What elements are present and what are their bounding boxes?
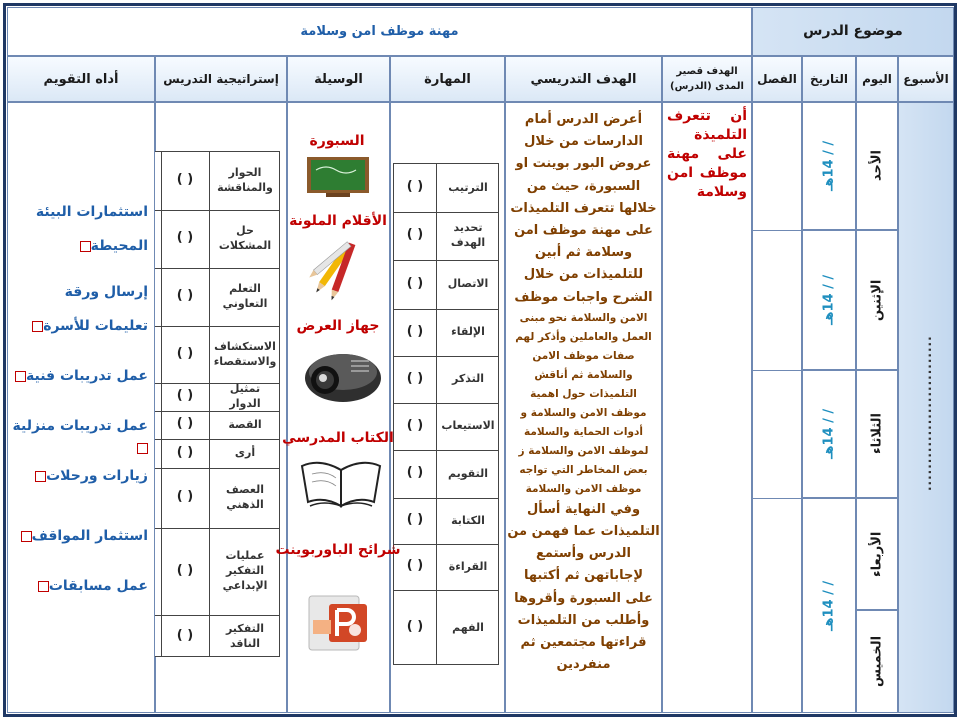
strategy-checkbox-8[interactable]: ( ) (176, 562, 194, 578)
date-cell-1 (802, 230, 856, 370)
teaching-goal-line: الدرس وأستمع (535, 546, 632, 562)
day-label-3: الأربعاء (869, 531, 885, 577)
skill-label-8: القراءة (448, 559, 488, 573)
evaluation-checkbox-0[interactable] (80, 241, 91, 252)
strategy-checkbox-9[interactable]: ( ) (176, 627, 194, 643)
col-evaluation-header: أداه التقويم (7, 56, 155, 102)
teaching-goal-line: السبورة، حيث من (526, 178, 641, 194)
evaluation-checkbox-2[interactable] (15, 371, 26, 382)
skill-label-7: الكتابة (451, 513, 485, 527)
skill-label-9: الفهم (452, 620, 484, 634)
skill-label-4: التذكر (452, 372, 484, 386)
day-cell-1 (856, 230, 898, 370)
skill-checkbox-9[interactable]: ( ) (406, 619, 424, 634)
date-label-3: / / 14هـ (821, 580, 837, 631)
col-short-goal-header: الهدف قصير المدى (الدرس) (662, 56, 752, 102)
skill-checkbox-7[interactable]: ( ) (406, 512, 424, 527)
teaching-goal-line: وفي النهاية أسأل (526, 501, 641, 517)
tool-label-4: شرائح الباوربوينت (275, 542, 401, 558)
skill-checkbox-0[interactable]: ( ) (406, 179, 424, 194)
teaching-goal-line: التلميذات عما فهمن من (507, 524, 660, 540)
skill-label-6: التقويم (448, 466, 488, 480)
teaching-goal-line: أعرض الدرس أمام (524, 112, 643, 127)
teaching-goal-line: وأطلب من التلميذات (517, 612, 650, 628)
strategy-label-1: حل المشكلات (218, 224, 272, 252)
teaching-goal-line: وسلامة ثم أبين (534, 245, 633, 261)
skill-checkbox-5[interactable]: ( ) (406, 417, 424, 433)
skill-checkbox-1[interactable]: ( ) (406, 227, 424, 242)
teaching-goal-line: التلميذات حول اهمية (530, 387, 637, 400)
evaluation-item-0[interactable] (10, 195, 148, 263)
evaluation-item-6[interactable] (10, 575, 148, 597)
strategy-checkbox-0[interactable]: ( ) (176, 172, 194, 187)
strategy-checkbox-3[interactable]: ( ) (176, 345, 194, 361)
strategy-cell (155, 102, 287, 713)
day-cell-0 (856, 102, 898, 230)
col-date-header: التاريخ (802, 56, 856, 102)
col-strategy-header: إستراتيجية التدريس (155, 56, 287, 102)
evaluation-item-2[interactable] (10, 365, 148, 387)
skill-label-5: الاستيعاب (441, 419, 495, 433)
strategy-checkbox-2[interactable]: ( ) (176, 288, 194, 303)
topic-label-cell (752, 7, 954, 56)
date-cell-3 (802, 498, 856, 713)
evaluation-checkbox-3[interactable] (137, 443, 148, 454)
tool-label-1: الأقلام الملونة (289, 213, 387, 229)
skill-checkbox-4[interactable]: ( ) (406, 370, 424, 386)
skills-grid (393, 163, 499, 665)
evaluation-cell (7, 102, 155, 713)
date-cell-0 (802, 102, 856, 230)
col-class-header: الفصل (752, 56, 802, 102)
topic-value-cell (7, 7, 752, 56)
teaching-goal-line: لإجاباتهن ثم أكتبها (523, 568, 644, 584)
strategy-label-7: العصف الذهني (225, 483, 265, 511)
col-week-header: الأسبوع (898, 56, 954, 102)
colored-pencils-icon (306, 238, 366, 306)
teaching-goal-line: لموظف الامن والسلامة ز (518, 444, 649, 457)
day-cell-2 (856, 370, 898, 498)
projector-icon (299, 338, 383, 408)
topic-label: موضوع الدرس (803, 23, 903, 39)
strategies-grid (150, 151, 280, 657)
powerpoint-icon (307, 590, 371, 654)
week-dots: ............................ (920, 335, 934, 491)
day-label-1: الإثنين (869, 279, 885, 321)
teaching-goal-line: موظف الامن والسلامة و (520, 406, 647, 419)
day-cell-3 (856, 498, 898, 610)
skill-checkbox-8[interactable]: ( ) (406, 558, 424, 573)
teaching-goal-line: صفات موظف الامن (532, 349, 635, 362)
evaluation-label-4: زيارات ورحلات (46, 468, 148, 484)
teaching-goal-cell (505, 102, 662, 713)
short-goal-cell (662, 102, 752, 713)
day-cell-4 (856, 610, 898, 713)
strategy-label-2: التعلم التعاوني (222, 282, 268, 310)
date-label-2: / / 14هـ (821, 408, 837, 460)
teaching-goal-line: للتلميذات من خلال (523, 267, 644, 283)
evaluation-item-3[interactable] (10, 415, 148, 459)
evaluation-label-0: استثمارات البيئة المحيطة (35, 204, 148, 254)
skill-label-1: تحديد الهدف (450, 221, 486, 249)
strategy-label-4: تمثيل الدوار (229, 382, 261, 410)
strategy-label-3: الاستكشاف والاستقصاء (213, 339, 277, 368)
col-teaching-goal-header: الهدف التدريسي (505, 56, 662, 102)
skill-cell (390, 102, 505, 713)
skill-label-2: الاتصال (447, 277, 489, 291)
strategy-checkbox-7[interactable]: ( ) (176, 489, 194, 504)
teaching-goal-line: على مهنة موظف امن (514, 223, 653, 239)
evaluation-item-5[interactable] (10, 525, 148, 547)
strategy-label-8: عمليات التفكير الإبداعي (222, 549, 268, 592)
col-skill-header: المهارة (390, 56, 505, 102)
teaching-goal-line: العمل والعاملين وأذكر لهم (515, 330, 652, 343)
evaluation-label-1: إرسال ورقة تعليمات للأسرة (43, 284, 148, 334)
short-goal-text: أن تتعرف التلميذة على مهنة موظف امن وسلامة (667, 108, 747, 200)
class-cell (752, 102, 802, 713)
teaching-goal-line: الشرح واجبات موظف (514, 289, 653, 305)
skill-checkbox-3[interactable]: ( ) (406, 323, 424, 339)
strategy-label-5: القصة (228, 417, 262, 431)
strategy-checkbox-1[interactable]: ( ) (176, 230, 194, 245)
teaching-goal-line: والسلامة ثم أناقش (534, 368, 633, 381)
strategy-checkbox-6[interactable]: ( ) (176, 444, 194, 460)
skill-checkbox-6[interactable]: ( ) (406, 465, 424, 480)
skill-checkbox-2[interactable]: ( ) (406, 275, 424, 291)
evaluation-item-1[interactable] (10, 275, 148, 343)
teaching-goal-line: الدارسات من خلال (524, 134, 643, 150)
evaluation-label-6: عمل مسابقات (48, 578, 148, 594)
strategy-label-0: الحوار والمناقشة (217, 166, 273, 194)
day-label-4: الخميس (869, 635, 885, 688)
tool-label-3: الكتاب المدرسي (282, 430, 394, 446)
open-book-icon (298, 452, 384, 516)
evaluation-checkbox-5[interactable] (21, 531, 32, 542)
teaching-goal-line: قراءتها مجتمعين ثم (520, 635, 647, 651)
chalkboard-icon (306, 156, 370, 198)
teaching-goal-line: عروض البور بوينت او (515, 156, 652, 172)
teaching-goal-line: الامن والسلامة نحو مبنى (519, 311, 648, 324)
teaching-goal-line: أدوات الحماية والسلامة (524, 425, 643, 438)
teaching-goal-line: على السبورة وأقروها (514, 590, 653, 606)
teaching-goal-text (506, 109, 661, 676)
skill-label-0: الترتيب (448, 180, 488, 194)
topic-value: مهنة موظف امن وسلامة (300, 24, 459, 39)
col-tool-header: الوسيلة (287, 56, 390, 102)
evaluation-label-3: عمل تدريبات منزلية (12, 418, 148, 434)
date-label-0: / / 14هـ (821, 140, 837, 192)
skill-label-3: الإلقاء (451, 325, 485, 339)
teaching-goal-line: خلالها تتعرف التلميذات (510, 200, 657, 216)
day-label-0: الأحد (869, 150, 885, 182)
evaluation-label-2: عمل تدريبات فنية (26, 368, 148, 384)
strategy-label-9: التفكير الناقد (225, 621, 265, 650)
tool-label-2: جهاز العرض (296, 318, 380, 334)
day-label-2: الثلاثاء (869, 413, 885, 455)
evaluation-checkbox-4[interactable] (35, 471, 46, 482)
evaluation-checkbox-1[interactable] (32, 321, 43, 332)
strategy-checkbox-5[interactable]: ( ) (176, 416, 194, 431)
strategy-checkbox-4[interactable]: ( ) (176, 388, 194, 403)
evaluation-checkbox-6[interactable] (38, 581, 49, 592)
col-day-header: اليوم (856, 56, 898, 102)
teaching-goal-line: بعض المخاطر التي تواجه (519, 463, 648, 476)
teaching-goal-line: موظف الامن والسلامة (525, 482, 642, 495)
teaching-goal-line: منفردين (556, 657, 611, 673)
tool-label-0: السبورة (309, 133, 365, 149)
date-label-1: / / 14هـ (821, 274, 837, 326)
date-cell-2 (802, 370, 856, 498)
evaluation-label-5: استثمار المواقف (31, 528, 148, 544)
week-cell (898, 102, 954, 713)
evaluation-item-4[interactable] (10, 465, 148, 487)
strategy-label-6: أرى (234, 446, 256, 460)
